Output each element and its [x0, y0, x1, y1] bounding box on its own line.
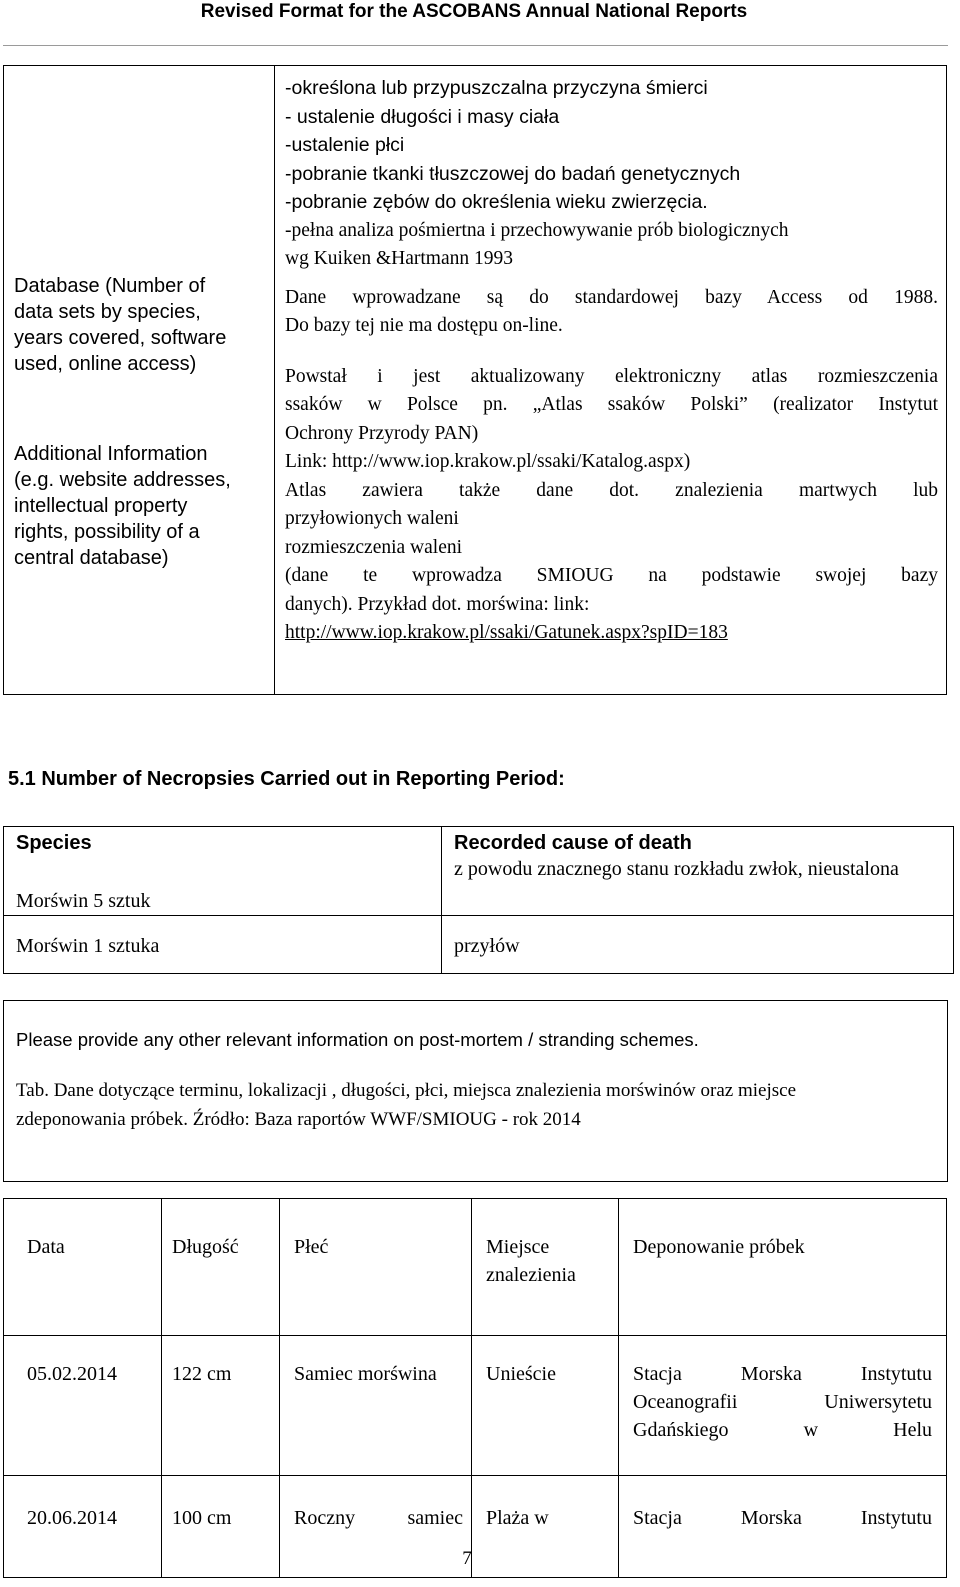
catalog-link-text: Link: http://www.iop.krakow.pl/ssaki/Katalog.aspx) — [285, 451, 691, 472]
other-info-box — [3, 1000, 948, 1182]
table-cell: 20.06.2014 — [4, 1476, 162, 1578]
table-cell: Plaża w — [472, 1476, 619, 1578]
necropsy-procedure-list — [285, 74, 938, 217]
stranding-table — [3, 1198, 947, 1578]
info-table-content-cell — [275, 66, 947, 695]
label-database: Database (Number of data sets by species, years covered, software used, online access) — [14, 275, 227, 375]
page-header — [0, 0, 960, 46]
table-cell: Unieście — [472, 1336, 619, 1476]
cause-cell: przyłów — [454, 935, 520, 957]
species-column — [4, 827, 442, 916]
cause-column — [442, 827, 954, 916]
column-header-cause: Recorded cause of death — [454, 832, 692, 854]
list-item: -określona lub przypuszczalna przyczyna śmierci — [285, 77, 708, 99]
column-header: Data — [4, 1199, 162, 1336]
additional-info-description: Powstał i jest aktualizowany elektroniczny atlas rozmieszczenia ssaków w Polsce pn. „Atlas ssaków Polski” (realizator Instytut Ochrony Przyrody PAN) Link: http://www.iop.krakow.pl/ssaki/Katalog.aspx) Atlas zawiera także dane dot. znalezienia martwych lub przyłowionych waleni rozmieszczenia waleni (dane te wprowadza SMIOUG na podstawie swojej bazy danych). Przykład dot. morświna: link: http://www.iop.krakow.pl/ssaki/Gatunek.aspx?spID=183 — [285, 363, 938, 648]
table-cell: 122 cm — [162, 1336, 280, 1476]
table-row — [4, 916, 442, 974]
list-item: -pobranie tkanki tłuszczowej do badań genetycznych — [285, 162, 741, 185]
info-table — [3, 65, 947, 695]
database-description: Dane wprowadzane są do standardowej bazy Access od 1988. Do bazy tej nie ma dostępu on-line. — [285, 286, 938, 336]
page-number: 7 — [462, 1548, 472, 1569]
table-row — [442, 916, 954, 974]
list-item: -pobranie zębów do określenia wieku zwierzęcia. — [285, 191, 708, 213]
table-cell: 100 cm — [162, 1476, 280, 1578]
necropsy-table — [3, 826, 954, 974]
cause-cell: z powodu znacznego stanu rozkładu zwłok, nieustalona — [454, 858, 899, 880]
table-header-row — [4, 1199, 947, 1336]
column-header: Płeć — [280, 1199, 472, 1336]
necropsy-procedure-list-cont — [285, 217, 938, 274]
table-cell: Stacja Morska Instytutu Oceanografii Uniwersytetu Gdańskiego w Helu — [619, 1336, 947, 1476]
list-item: wg Kuiken &Hartmann 1993 — [285, 248, 514, 269]
list-item: -ustalenie płci — [285, 134, 405, 156]
list-item: - ustalenie długości i masy ciała — [285, 105, 560, 128]
info-table-label-cell — [4, 66, 275, 695]
species-cell: Morświn 5 sztuk — [16, 890, 151, 912]
column-header: Długość — [162, 1199, 280, 1336]
header-title: Revised Format for the ASCOBANS Annual National Reports — [200, 1, 748, 22]
section-heading: 5.1 Number of Necropsies Carried out in Reporting Period: — [8, 768, 565, 790]
column-header-species: Species — [16, 832, 92, 854]
table-cell: 05.02.2014 — [4, 1336, 162, 1476]
column-header: Miejsce znalezienia — [472, 1199, 619, 1336]
other-info-question: Please provide any other relevant information on post-mortem / stranding schemes. — [16, 1029, 699, 1050]
species-page-link[interactable]: http://www.iop.krakow.pl/ssaki/Gatunek.aspx?spID=183 — [285, 622, 728, 643]
header-rule — [3, 45, 948, 46]
species-cell: Morświn 1 sztuka — [16, 935, 160, 957]
column-header: Deponowanie próbek — [619, 1199, 947, 1336]
label-additional-info: Additional Information (e.g. website addresses, intellectual property rights, possibility of a central database) — [14, 443, 231, 569]
table-cell: Roczny samiec — [280, 1476, 472, 1578]
table-cell: Stacja Morska Instytutu — [619, 1476, 947, 1578]
list-item: -pełna analiza pośmiertna i przechowywanie prób biologicznych — [285, 219, 789, 241]
other-info-text: Tab. Dane dotyczące terminu, lokalizacji , długości, płci, miejsca znalezienia morświnów oraz miejsce zdeponowania próbek. Źródło: Baza raportów WWF/SMIOUG - rok 2014 — [16, 1080, 797, 1130]
table-cell: Samiec morświna — [280, 1336, 472, 1476]
table-row — [4, 1336, 947, 1476]
